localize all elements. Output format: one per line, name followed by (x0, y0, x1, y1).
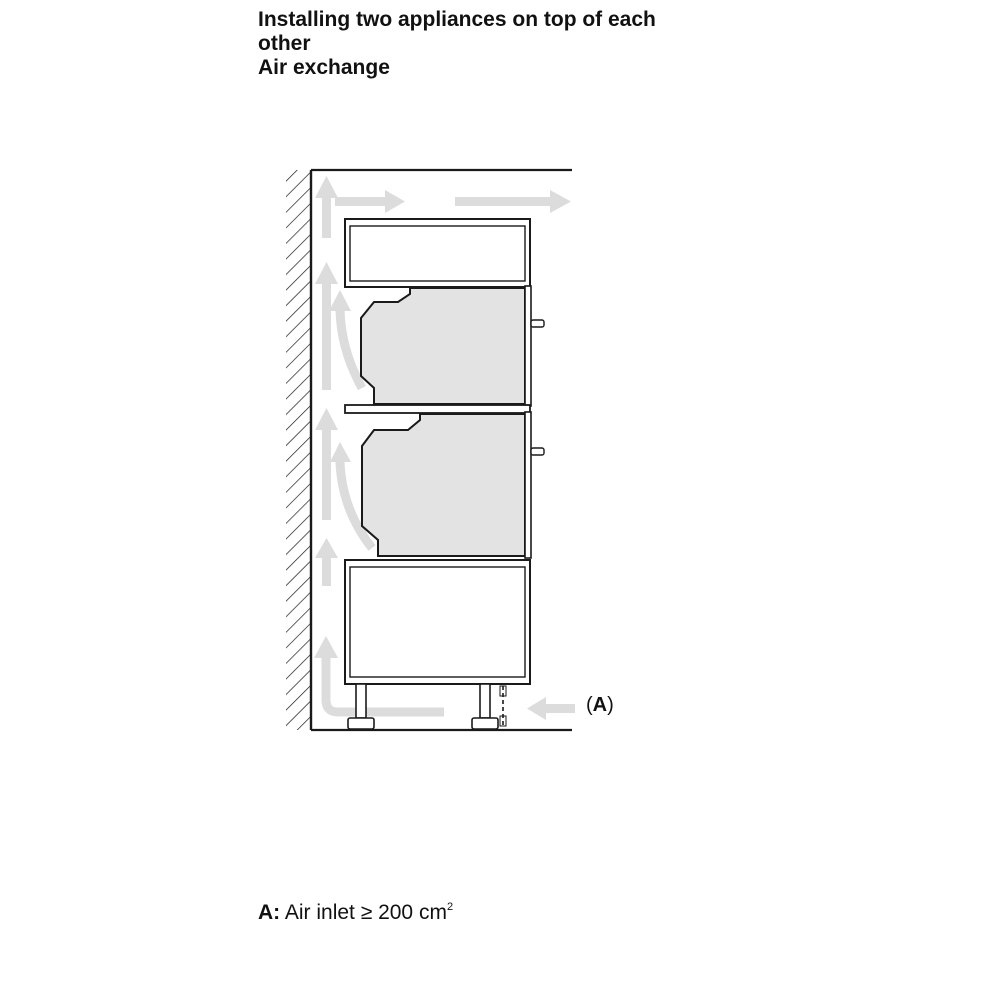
callout-a (586, 693, 614, 717)
callout-close: ) (607, 694, 614, 716)
oven-icon (361, 286, 544, 406)
cabinet-feet (348, 684, 506, 729)
middle-shelf (345, 405, 530, 413)
arrow-icon (315, 176, 338, 238)
arrow-icon (315, 538, 338, 586)
arrow-icon (335, 190, 405, 213)
top-cabinet (345, 219, 530, 287)
caption-text: Air inlet ≥ 200 cm (280, 901, 447, 924)
arrow-icon (527, 697, 575, 720)
hatched-wall-icon (286, 170, 311, 730)
callout-open: ( (586, 694, 593, 716)
arrow-icon (455, 190, 571, 213)
oven-icon (362, 412, 544, 558)
callout-letter: A (592, 694, 608, 716)
title-line-2: other (258, 32, 311, 55)
caption-key: A: (258, 901, 281, 924)
bottom-cabinet (345, 560, 530, 684)
title-line-3: Air exchange (258, 56, 390, 79)
legend-caption (258, 894, 453, 926)
title-line-1: Installing two appliances on top of each (258, 8, 656, 31)
caption-superscript: 2 (446, 901, 454, 913)
